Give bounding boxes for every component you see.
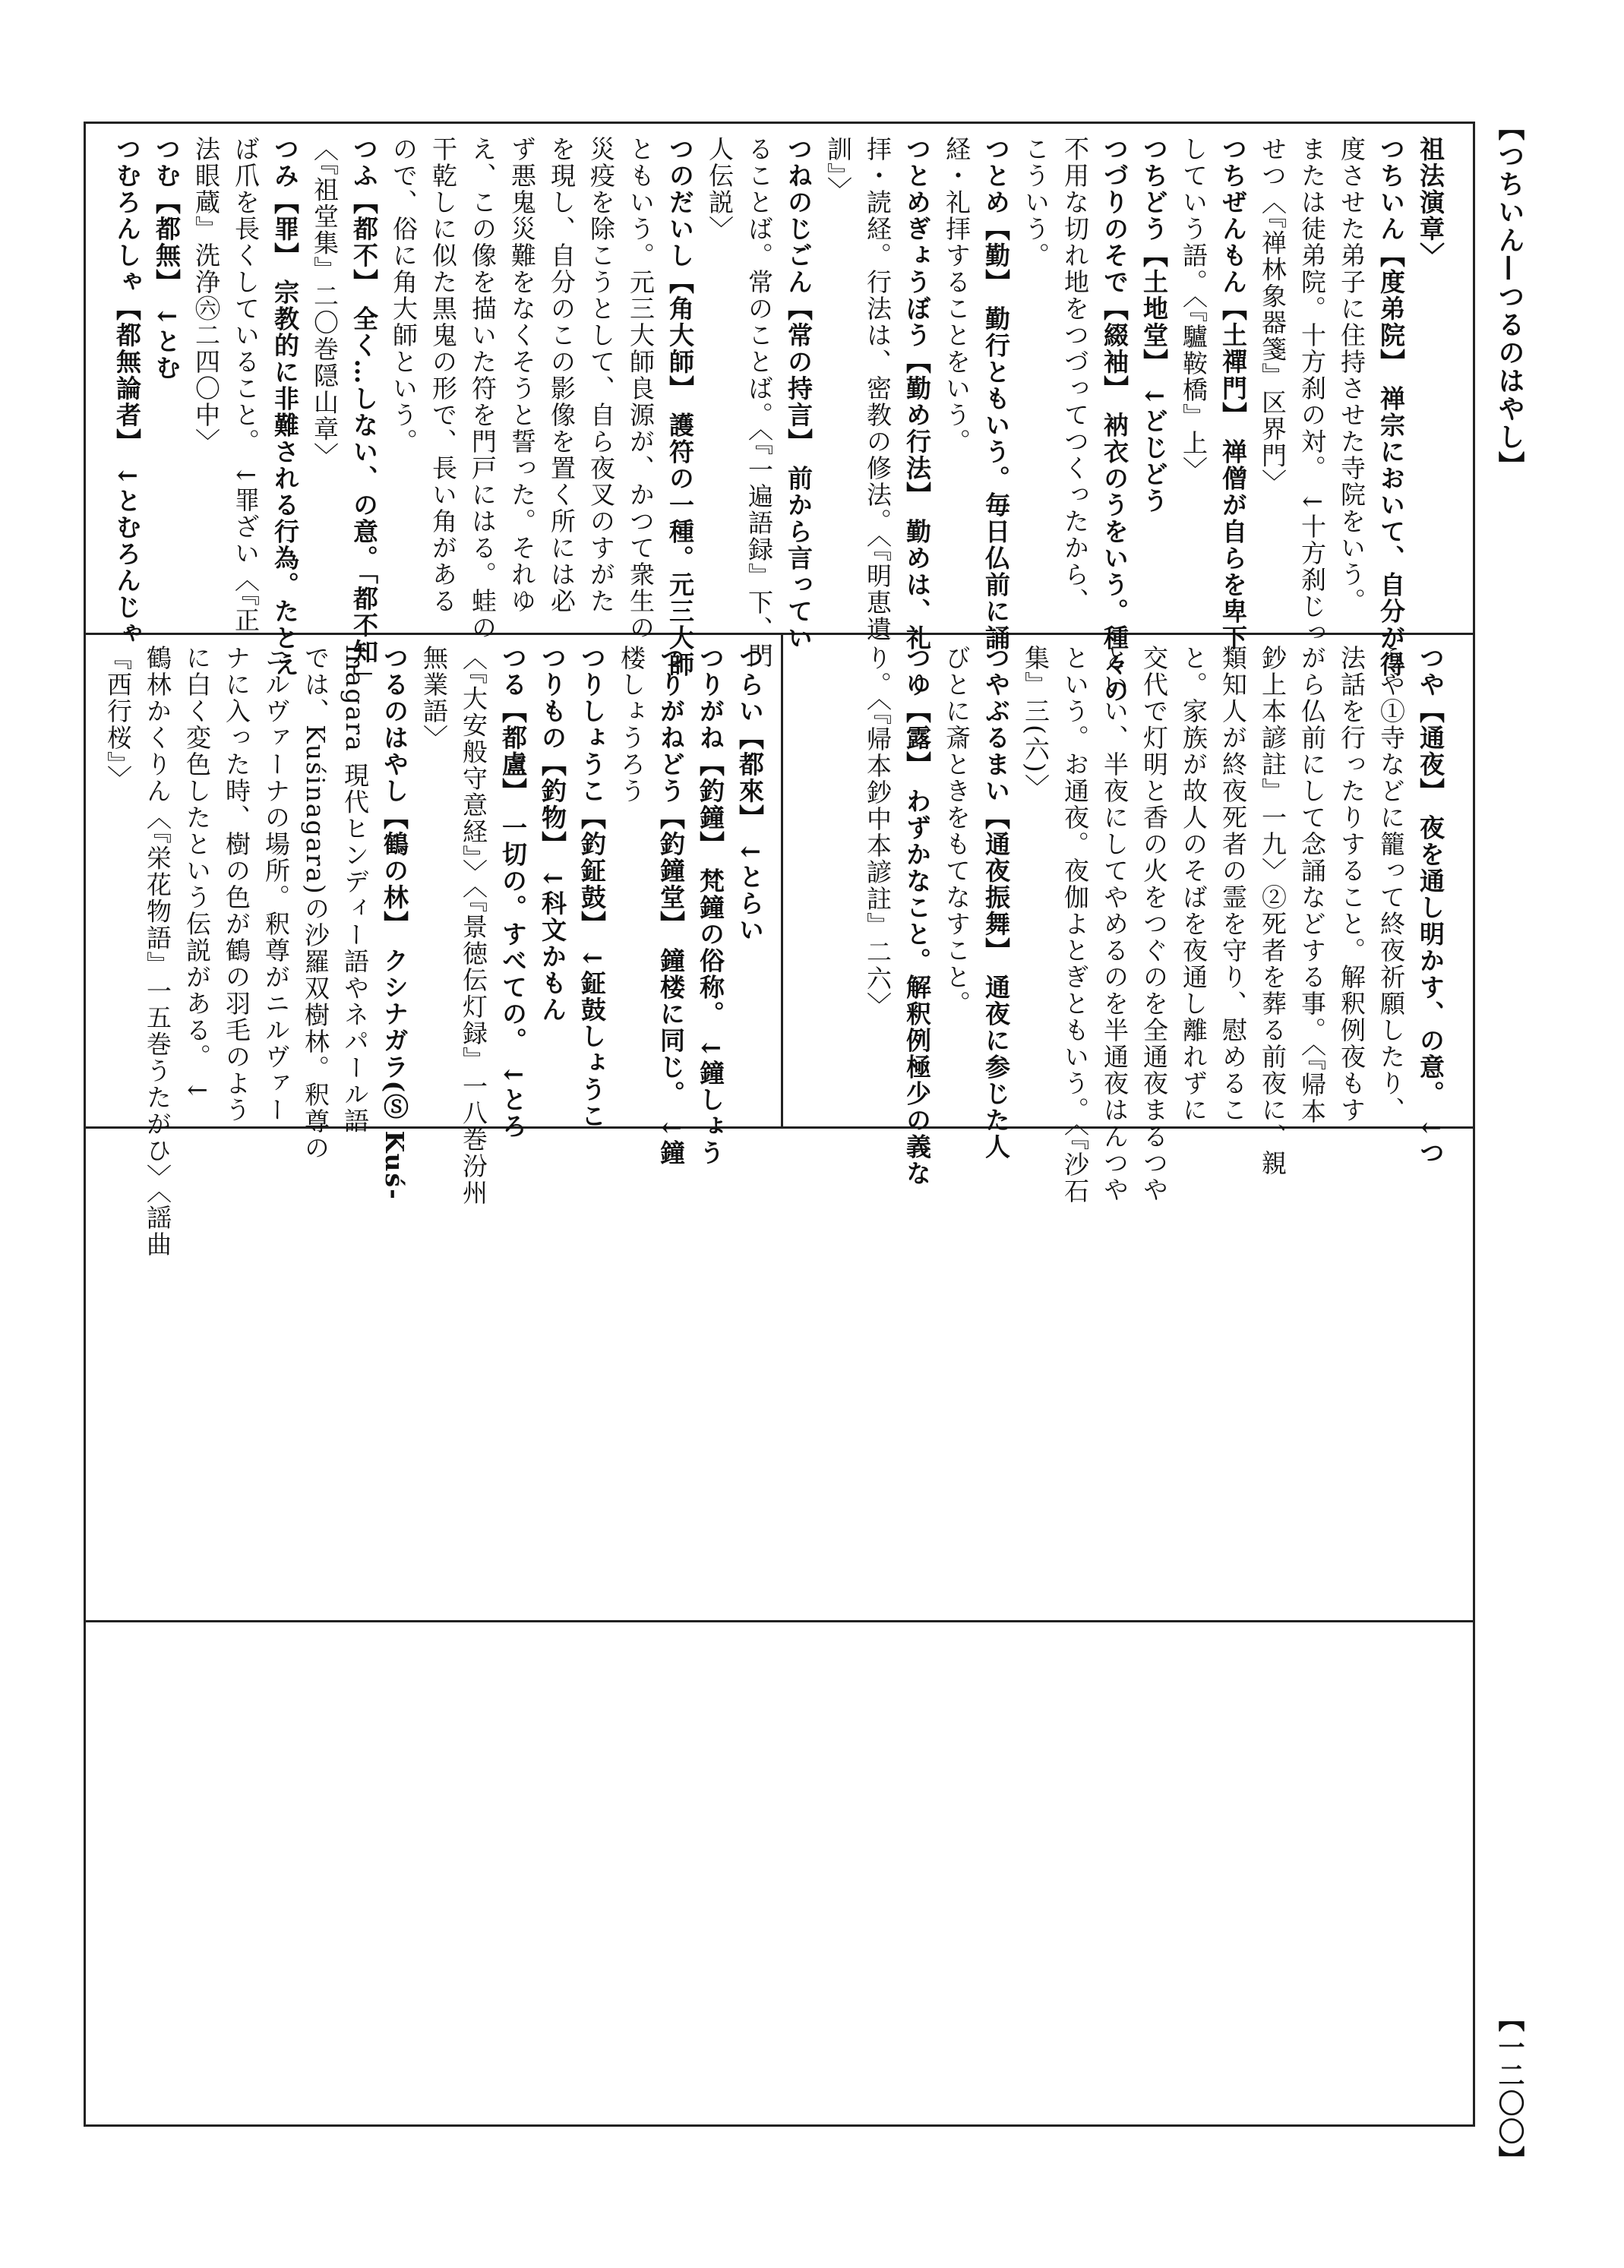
text-line: つやぶるまい【通夜振舞】 通夜に参じた人 (981, 645, 1011, 1161)
text-line: つる【都盧】 一切の。すべての。 ↓とろ (498, 645, 528, 1140)
text-line: 〈『大安般守意経』〉〈『景徳伝灯録』一八巻汾州 (459, 645, 488, 1206)
text-line: 集』三(六)〉 (1021, 645, 1051, 801)
text-line: 祖法演章〉 (1416, 136, 1445, 269)
text-line: といい、半夜にしてやめるのを半通夜はんつや (1100, 645, 1130, 1203)
text-line: 交代で灯明と香の火をつぐのを全通夜まるつや (1139, 645, 1169, 1203)
text-line: ので、俗に角大師という。 (389, 136, 419, 455)
text-line: つらい【都來】 ↓とらい (735, 645, 765, 944)
text-line: と。家族が故人のそばを夜通し離れずに (1179, 645, 1209, 1123)
text-band-2-left (103, 645, 769, 1258)
text-line: こういう。 (1021, 136, 1051, 269)
text-line: つりがねどう【釣鐘堂】 鐘楼に同じ。 ↓鐘 (656, 645, 686, 1167)
text-line: または徒弟院。十方刹の対。 ↓十方刹じっ (1297, 136, 1327, 647)
text-line: つづりのそで【綴袖】 衲衣のうをいう。種々の (1100, 136, 1130, 705)
text-line: ともいう。元三大師良源が、かつて衆生の (626, 136, 656, 641)
text-line: びとに斎ときをもてなすこと。 (942, 645, 972, 1017)
text-line: つのだいし【角大師】 護符の一種。元三大師 (665, 136, 695, 678)
text-line: 不用な切れ地をつづってつくったから、 (1060, 136, 1090, 614)
text-line: 度させた弟子に住持させた寺院をいう。 (1337, 136, 1366, 614)
text-line: を現し、自分のこの影像を置く所には必 (547, 136, 577, 614)
text-line: うや①寺などに籠って終夜祈願したり、 (1376, 645, 1406, 1123)
text-line: つむろんしゃ【都無論者】 ↓とむろんじゃ (112, 136, 142, 648)
text-line: 鶴林かくりん〈『栄花物語』一五巻うたがひ〉〈謡曲 (143, 645, 172, 1258)
page-frame (84, 122, 1475, 2127)
text-line: つちいん【度弟院】 禅宗において、自分が得 (1376, 136, 1406, 678)
text-line: つりがね【釣鐘】 梵鐘の俗称。 ↓鐘しょう (696, 645, 725, 1167)
text-line: つねのじごん【常の持言】 前から言ってい (784, 136, 814, 652)
text-line: つちぜんもん【土禪門】 禅僧が自らを卑下 (1218, 136, 1248, 652)
text-line: つみ【罪】 宗教的に非難される行為。たとえ (270, 136, 300, 678)
text-line: 訓』〉 (823, 136, 853, 204)
text-line: え、この像を描いた符を門戸にはる。蛙の (468, 136, 498, 641)
text-line: 拝・読経。行法は、密教の修法。〈『明恵遺 (863, 136, 893, 643)
text-line: せつ〈『禅林象器箋』区界門〉 (1258, 136, 1288, 496)
text-line: り。〈『帰本鈔中本諺註』二六〉 (863, 645, 893, 1019)
text-line: つるのはやし【鶴の林】 クシナガラ(Ⓢ Kuś- (380, 645, 409, 1201)
text-line: がら仏前にして念誦などする事。〈『帰本 (1297, 645, 1327, 1125)
text-line: では、Kuśinagara)の沙羅双樹林。釈尊の (301, 645, 330, 1161)
text-line: に白く変色したという伝説がある。 ↓ (182, 645, 212, 1103)
text-line: 人伝説〉 (705, 136, 735, 242)
text-line: 無業語〉 (419, 645, 449, 751)
text-line: 類知人が終夜死者の霊を守り、慰めるこ (1218, 645, 1248, 1123)
text-line: 法眼蔵』洗浄㊅二四〇中〉 (191, 136, 221, 455)
text-line: していう語。〈『驢鞍橋』上〉 (1179, 136, 1209, 483)
text-line: つりもの【釣物】 ↓科文かもん (538, 645, 567, 1024)
text-line: 経・礼拝することをいう。 (942, 136, 972, 455)
text-line: 法話を行ったりすること。解釈例夜もす (1337, 645, 1366, 1123)
band-divider-3 (86, 1620, 1473, 1622)
text-line: 災疫を除こうとして、自ら夜叉のすがた (586, 136, 616, 614)
text-line: つふ【都不】 全く…しない、の意。「都不知」 (349, 136, 379, 692)
text-line: つとめ【勤】 勤行ともいう。毎日仏前に誦 (981, 136, 1011, 652)
text-line: inagara 現代ヒンディー語やネパール語 (340, 645, 370, 1135)
text-line: つとめぎょうぼう【勤め行法】 勤めは、礼 (902, 136, 932, 652)
text-line: 干乾しに似た黒鬼の形で、長い角がある (428, 136, 458, 614)
text-line: 〈『祖堂集』二〇巻隠山章〉 (310, 136, 340, 469)
text-line: ニルヴァーナの場所。釈尊がニルヴァー (261, 645, 291, 1123)
text-line: つや【通夜】 夜を通し明かす、の意。 ↓つ (1416, 645, 1445, 1167)
text-line: つちどう【土地堂】 ↓どじどう (1139, 136, 1169, 515)
text-line: つゆ【露】 わずかなこと。解釈例極少の義な (902, 645, 932, 1187)
text-line: 楼しょうろう (617, 645, 646, 804)
text-band-2-right (792, 645, 1450, 1205)
text-line: 『西行桜』〉 (103, 645, 133, 792)
text-line: ナに入った時、樹の色が鶴の羽毛のよう (222, 645, 251, 1123)
column-divider (781, 633, 783, 1126)
text-line: という。お通夜。夜伽よとぎともいう。〈『沙石 (1060, 645, 1090, 1205)
text-line: 鈔上本諺註』一九〉②死者を葬る前夜に、親 (1258, 645, 1288, 1177)
page-number: 【一二〇〇】 (1494, 2005, 1524, 2174)
text-line: つむ【都無】 ↓とむ (152, 136, 182, 382)
running-head: 【つちいん—つるのはやし】 (1494, 114, 1524, 479)
text-line: ば爪を長くしていること。 ↓罪ざい〈『正 (231, 136, 261, 634)
text-line: つりしょうこ【釣鉦鼓】 ↓鉦鼓しょうこ (577, 645, 607, 1130)
text-line: ず悪鬼災難をなくそうと誓った。それゆ (507, 136, 537, 614)
text-line: ることば。常のことば。〈『一遍語録』下、門 (744, 136, 774, 669)
